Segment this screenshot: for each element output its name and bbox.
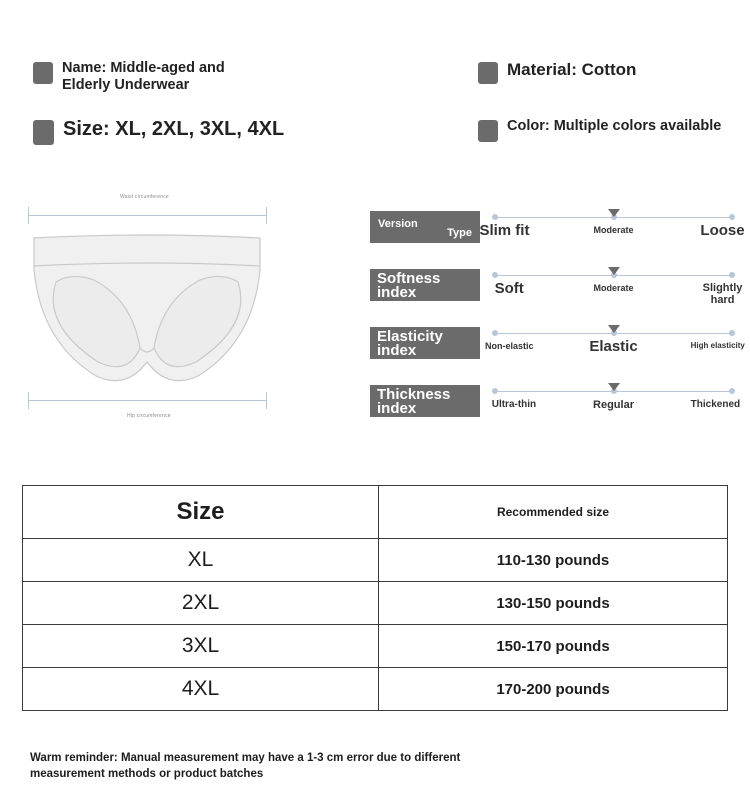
- index-row-thickness: [370, 379, 740, 429]
- index-label-thickness-1: Regular: [593, 399, 634, 411]
- index-tag-softness-right: index: [377, 284, 417, 301]
- index-tag-elasticity-right: index: [377, 342, 417, 359]
- scale-marker: [608, 209, 620, 217]
- index-label-version-0: Slim fit: [479, 222, 530, 239]
- bullet-icon: [478, 120, 498, 142]
- index-tag-thickness-left: Thickness: [377, 386, 451, 403]
- warm-reminder-note: Warm reminder: Manual measurement may have a 1-3 cm error due to different measurement methods or product batches: [30, 752, 461, 780]
- index-label-softness-1: Moderate: [593, 283, 634, 293]
- bullet-icon: [33, 120, 54, 145]
- index-label-elasticity-2: High elasticity: [690, 341, 745, 350]
- spec-item-size: [33, 118, 284, 145]
- index-tag-elasticity: [370, 327, 480, 359]
- spec-name-label: Name: Middle-aged and Elderly Underwear: [62, 60, 225, 93]
- product-index-chart: [370, 205, 745, 440]
- dimension-tick: [266, 207, 267, 224]
- scale-stop: [729, 330, 735, 336]
- scale-stop: [729, 272, 735, 278]
- index-tag-version: [370, 211, 480, 243]
- dimension-tick: [266, 392, 267, 409]
- scale-marker: [608, 325, 620, 333]
- waist-dimension-line: [28, 215, 266, 216]
- underwear-illustration: [28, 230, 266, 380]
- spec-item-material: [478, 60, 636, 84]
- index-label-softness-2: Slightly hard: [702, 282, 743, 306]
- index-label-elasticity-1: Elastic: [589, 338, 638, 355]
- index-tag-version-right: Type: [447, 227, 472, 239]
- dimension-tick: [28, 392, 29, 409]
- table-header-size: Size: [23, 486, 379, 539]
- index-label-version-2: Loose: [700, 222, 745, 239]
- scale-stop: [729, 214, 735, 220]
- hip-dimension-label: Hip circumference: [127, 413, 171, 419]
- index-tag-elasticity-left: Elasticity: [377, 328, 443, 345]
- hip-dimension-line: [28, 400, 266, 401]
- scale-stop: [729, 388, 735, 394]
- index-row-version: [370, 205, 745, 255]
- index-tag-thickness: [370, 385, 480, 417]
- cell-size: 3XL: [23, 625, 379, 668]
- bullet-icon: [33, 62, 53, 84]
- table-row: [23, 625, 728, 668]
- bullet-icon: [478, 62, 498, 84]
- spec-color-label: Color: Multiple colors available: [507, 118, 722, 134]
- index-tag-softness: [370, 269, 480, 301]
- table-row: [23, 539, 728, 582]
- cell-recommended: 110-130 pounds: [379, 539, 728, 582]
- index-tag-version-left: Version: [378, 218, 418, 230]
- cell-recommended: 150-170 pounds: [379, 625, 728, 668]
- scale-stop: [492, 214, 498, 220]
- table-header-row: [23, 486, 728, 539]
- spec-item-color: [478, 118, 721, 142]
- spec-item-name: [33, 60, 277, 94]
- index-scale-version: [479, 217, 745, 239]
- index-label-version-1: Moderate: [593, 225, 634, 235]
- scale-stop: [492, 388, 498, 394]
- scale-stop: [492, 272, 498, 278]
- index-label-thickness-0: Ultra-thin: [491, 399, 537, 410]
- spec-size-label: Size: XL, 2XL, 3XL, 4XL: [63, 118, 285, 140]
- cell-size: 4XL: [23, 668, 379, 711]
- index-row-elasticity: [370, 321, 745, 371]
- cell-size: XL: [23, 539, 379, 582]
- index-label-softness-0: Soft: [494, 280, 524, 297]
- spec-material-label: Material: Cotton: [507, 60, 637, 79]
- table-row: [23, 582, 728, 625]
- size-chart-table: [22, 485, 728, 711]
- index-label-thickness-2: Thickened: [690, 399, 741, 410]
- index-scale-elasticity: [484, 333, 745, 355]
- dimension-tick: [28, 207, 29, 224]
- index-label-elasticity-0: Non-elastic: [484, 341, 534, 351]
- cell-size: 2XL: [23, 582, 379, 625]
- spec-header: [0, 0, 750, 175]
- index-scale-softness: [494, 275, 743, 306]
- index-row-softness: [370, 263, 743, 313]
- waist-dimension-label: Waist circumference: [120, 194, 169, 200]
- table-header-recommended: Recommended size: [379, 486, 728, 539]
- scale-stop: [492, 330, 498, 336]
- table-row: [23, 668, 728, 711]
- cell-recommended: 130-150 pounds: [379, 582, 728, 625]
- cell-recommended: 170-200 pounds: [379, 668, 728, 711]
- garment-measurement-diagram: [14, 185, 344, 440]
- index-tag-thickness-right: index: [377, 400, 417, 417]
- scale-marker: [608, 383, 620, 391]
- scale-marker: [608, 267, 620, 275]
- index-tag-softness-left: Softness: [377, 270, 441, 287]
- index-scale-thickness: [491, 391, 741, 411]
